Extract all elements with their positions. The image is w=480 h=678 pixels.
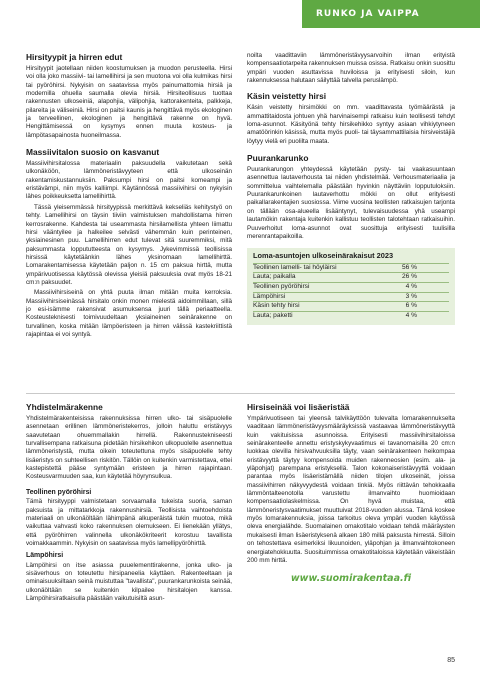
heading-handcrafted-log: Käsin veistetty hirsi <box>247 91 327 102</box>
row-label: Käsin tehty hirsi <box>253 302 300 310</box>
paragraph: Ympärivuotiseen tai yleensä talvikäyttöön tulevalta lomarakennukselta vaaditaan lämmöneristävyysmääräyksissä vastaavaa lämmöneristävyyttä kuin vakituisissa asunnoissa. Erityisesti massiivihirsitaloissa seinärakenteelle annettu eristyskykyvaatimus ei tavanomaisilla 20 cm:n luokkaa olevilla hirsivahvuuksilla täyty, vaan seinärakenteen heikompaa eristävyyttä täytyy kompensoida muiden rakenneosien (esim. ala- ja yläpohjat) parempana eristyksellä. Talon kokonaiseristävyyttä voidaan parantaa myös lisäeristämällä niiden tilojen ulkoseinät, joissa massiivihirren näkyvyydestä voidaan tinkiä. Myös riittävän tehokkaalla lämmöntalteenotolla varustettu ilmanvaihto huomioidaan kompensaatiolaskelmissa. On hyvä muistaa, että lämmöneristysvaatimukset muuttuivat 2018-vuoden alussa. Tämä koskee myös lomarakennuksia, joissa tarkoitus oleva ympäri vuoden käytössä oleva energialähde. Suomalainen omakotitalo voidaan tehdä määräysten mukaisesti ilman lisäeristyksenä alkaen 180 millä paksusta hirrestä. Silloin on tehostettava esimerkiksi likuunoiden, yläpohjan ja ilmanvaihtokoneen energiatehokkuutta. Suosituimmissa omakotitaloissa käytetään väkeistään 200 mm hirttä. <box>247 415 455 564</box>
section-handcrafted-log <box>247 91 455 146</box>
section-log-types <box>26 52 232 140</box>
row-label: Lämpöhirsi <box>253 292 286 300</box>
paragraph: noilta vaadittaviin lämmöneristävyysarvoihin ilman erityistä kompensaatiotarpeita rakennuksen muissa osissa. Ratkaisu onkin suosittu ympäri vuoden asuttavissa huviloissa ja erityisesti siloin, kun rakennuksessa halutaan säilyttää talvella peruslämpö. <box>247 52 455 85</box>
section-tab <box>302 0 480 28</box>
section-round-log <box>26 489 232 548</box>
row-label: Teollinen lamelli- tai höyläirsi <box>253 263 337 271</box>
row-label: Teollinen pyöröhirsi <box>253 282 310 290</box>
page-header <box>0 0 480 44</box>
right-column-bottom <box>247 402 455 584</box>
paragraph: Tämä hirsityyppi valmistetaan sorvaamalla tukeista suoria, saman paksuista ja mittatarkkoja rakennushirsiä. Teollisista vaihtoehdoista materiaali on ulkonäöltään lähimpänä alkuperäistä tukin muotoa, mikä vaikuttaa vahvasti koko rakennuksen olemukseen. Ei lienekään yllätys, että pyöröhirren valinnella ulkonäkökriteerit korostuu tavallista voimakkaammin. Nykyisin on saatavissa myös lamellipyöröhirttä. <box>26 498 232 547</box>
table-row <box>253 301 449 311</box>
row-value: 56 % <box>401 263 417 271</box>
heading-massive-house: Massiivitalon suosio on kasvanut <box>26 147 160 158</box>
paragraph: Lämpöhirsi on itse asiassa puuelementtirakenne, jonka ulko- ja sisäverhous on toteutettu hirsipaneelia käyttäen. Rakenteeltaan ja ominaisuuksiltaan seinä muistuttaa "tavallista", puurankarunkoista seinää, ulkonäöltään se kuitenkin kilpailee hirsitalojen kanssa. Lämpöhirsiratkaisulla päästään vaikutuisiltä asun- <box>26 561 232 602</box>
table-row <box>253 263 449 273</box>
heading-composite-structure: Yhdistelmärakenne <box>26 402 103 412</box>
row-value: 4 % <box>405 311 417 319</box>
left-column-top <box>26 52 232 346</box>
paragraph: Massiivihirsitalossa materiaalin paksuudella vaikutetaan sekä ulkonäköön, lämmöneristävyyteen että ulkoseinän rakentamiskustannuksiin. Paksumpi hirsi on paitsi komeampi ja eristävämpi, niin myös kalliimpi. Käytännössä massiivihirsi on nykyisin lähes poikkeuksetta lamellihirttä. <box>26 160 232 201</box>
table-row <box>253 272 449 282</box>
heading-thermal-log: Lämpöhirsi <box>26 552 64 560</box>
statistics-table <box>247 248 455 325</box>
table-title: Loma-asuntojen ulkoseinärakaisut 2023 <box>253 251 394 261</box>
heading-extra-insulation: Hirsiseinää voi lisäeristää <box>247 402 350 412</box>
left-column-bottom <box>26 402 232 605</box>
paragraph: Käsin veistetty hirsimökki on mm. vaadittavasta työmäärästä ja ammattitaidosta johtuen yhä harvinaisempi ratkaisu kuin teollisesti tehdyt loma-asunnot. Käsityönä tehty hirsikehikko syntyy asiaan vihkiytyneen amatöörinkin käsissä, mutta myös puoli- tai täysammattilaisia hirsiveistäjiä löytyy vielä eri puolilta maata. <box>247 104 455 145</box>
right-column-top <box>247 52 455 333</box>
table-row <box>253 282 449 292</box>
section-composite-structure <box>26 402 232 482</box>
section-timber-frame <box>247 153 455 241</box>
paragraph: Yhdistelmärakenteisissa rakennuksissa hirren ulko- tai sisäpuolelle asennetaan erillinen lämmöneristekerros, jolloin haluttu eristävyys saavutetaan ohuemmallakin hirrellä. Rakennustekniseesti turvallisempana ratkaisuna pidetään hirsikehikon ulkopuolelle asennettua lämmöneristystä, mutta oikein toteutettuna myös sisäpuolelle tehty lisäeristys on suhteellisen riskitön. Tällöin on kuitenkin varmistettava, ettei kastepistettä pääse syntymään eristeen ja hirren rajapintaan. Kosteusvarmuuden saa, kun käytetää höyrynsulkua. <box>26 415 232 481</box>
paragraph: Tässä yleisemmässä hirsityypissä merkittävä kekseliäs kehitystyö on tehty. Lamellihirsi on täysin tiiviin valmistuksen mahdollistama hirren kerrosrakenne. Kahdesta tai useammasta hirsilamellista yhteen liimattu hirsi vääntyilee ja halkeilee selvästi vähemmän kuin perinteinen, yksiainesinen puu. Lamellihirren edut tulevat sitä suuremmiksi, mitä paksummasta loppututteesta on kysymys. Jykevimmissä teollisissa hirsissä käytetäänkin lähes yksinomaan lamellihirttä. Lomarakentamisessa käytetään paljon n. 15 cm paksua hirttä, mutta ympärivuotisessa käytössä olevissa yleisiä paksuuksia ovat myös 18-21 cm:n paksuudet. <box>26 203 232 286</box>
paragraph: Puurankarungon yhteydessä käytetään pysty- tai vaakasuuntaan asennettua lautaverhousta tai niiden yhdistelmää. Verhousmateriaalia ja sommittelua vaihtelemalla päästään hyvinkin näyttäviin lopputuloksiin. Puurankarunkoinen lautaverhottu mökki on ollut erityisesti paikallarakentajien suosiossa. Viime vuosina teollisten ratkaisujen tarjonta on tällään osa-alueella lisääntynyt, tulevaisuudessa yhä useampi lautamökin rakentaja kuitenkin kallistuu teollisten talotehtaan ratkaisuihin. Puuverhoitut loma-asunnot ovat suosittuja erityisesti tuulisilla merenrantapaikoilla. <box>247 166 455 240</box>
row-label: Lauta; paketti <box>253 311 293 319</box>
paragraph: Hirsityypit jaotellaan niiden koostumuksen ja muodon perusteella. Hirsi voi olla joko massiivi- tai lamellihirsi ja sen muotona voi olla kulmikas hirsi tai pyöröhirsi. Nykyisin on saatavissa myös painumattomia hirsiä ja modernilla ohuella saumalla olevia hirsiä. Hirsiteollisuus tuottaa rakennusten ulkoseiniä, alapohjia, välipohjia, kattorakenteita, palkkeja, pilareita ja väliseiniä. Hirsi on paitsi kaunis ja hengittävä myös ekologinen ja terveellinen, ekologinen ja hengittävä rakenne on hyvä. Hengittämisessä on kysymys ennen muuta kosteus- ja lämpötasapainosta huoneilmassa. <box>26 65 232 139</box>
row-label: Lauta; paikalla <box>253 273 296 281</box>
row-value: 3 % <box>405 292 417 300</box>
paragraph: Massiivihirsiseinä on yhtä puuta ilman mitään muita kerroksia. Massiivihirsiseinässä hirsitalo onkin monen mielestä aidoimmillaan, sillä jo esi-isämme rakensivat asumuksensa juuri tällä periaatteella. Kosteusteknisesti toimivuudeltaan yksiaineinen seinärakenne on turvallinen, koska mitään lämpöeristeen ja hirren välissä kastekriittistä rajapintaa ei voi syntyä. <box>26 289 232 338</box>
section-title: RUNKO JA VAIPPA <box>316 9 420 19</box>
row-value: 6 % <box>405 302 417 310</box>
horizontal-divider <box>26 393 455 394</box>
heading-timber-frame: Puurankarunko <box>247 153 309 164</box>
page-number: 85 <box>447 657 455 664</box>
section-massive-house <box>26 147 232 339</box>
table-row <box>253 311 449 321</box>
heading-round-log: Teollinen pyöröhirsi <box>26 488 92 496</box>
website-link[interactable]: www.suomirakentaa.fi <box>290 573 412 585</box>
section-thermal-log <box>26 552 232 603</box>
row-value: 4 % <box>405 282 417 290</box>
heading-log-types: Hirsityypit ja hirren edut <box>26 52 123 62</box>
table-row <box>253 292 449 302</box>
row-value: 26 % <box>401 273 417 281</box>
